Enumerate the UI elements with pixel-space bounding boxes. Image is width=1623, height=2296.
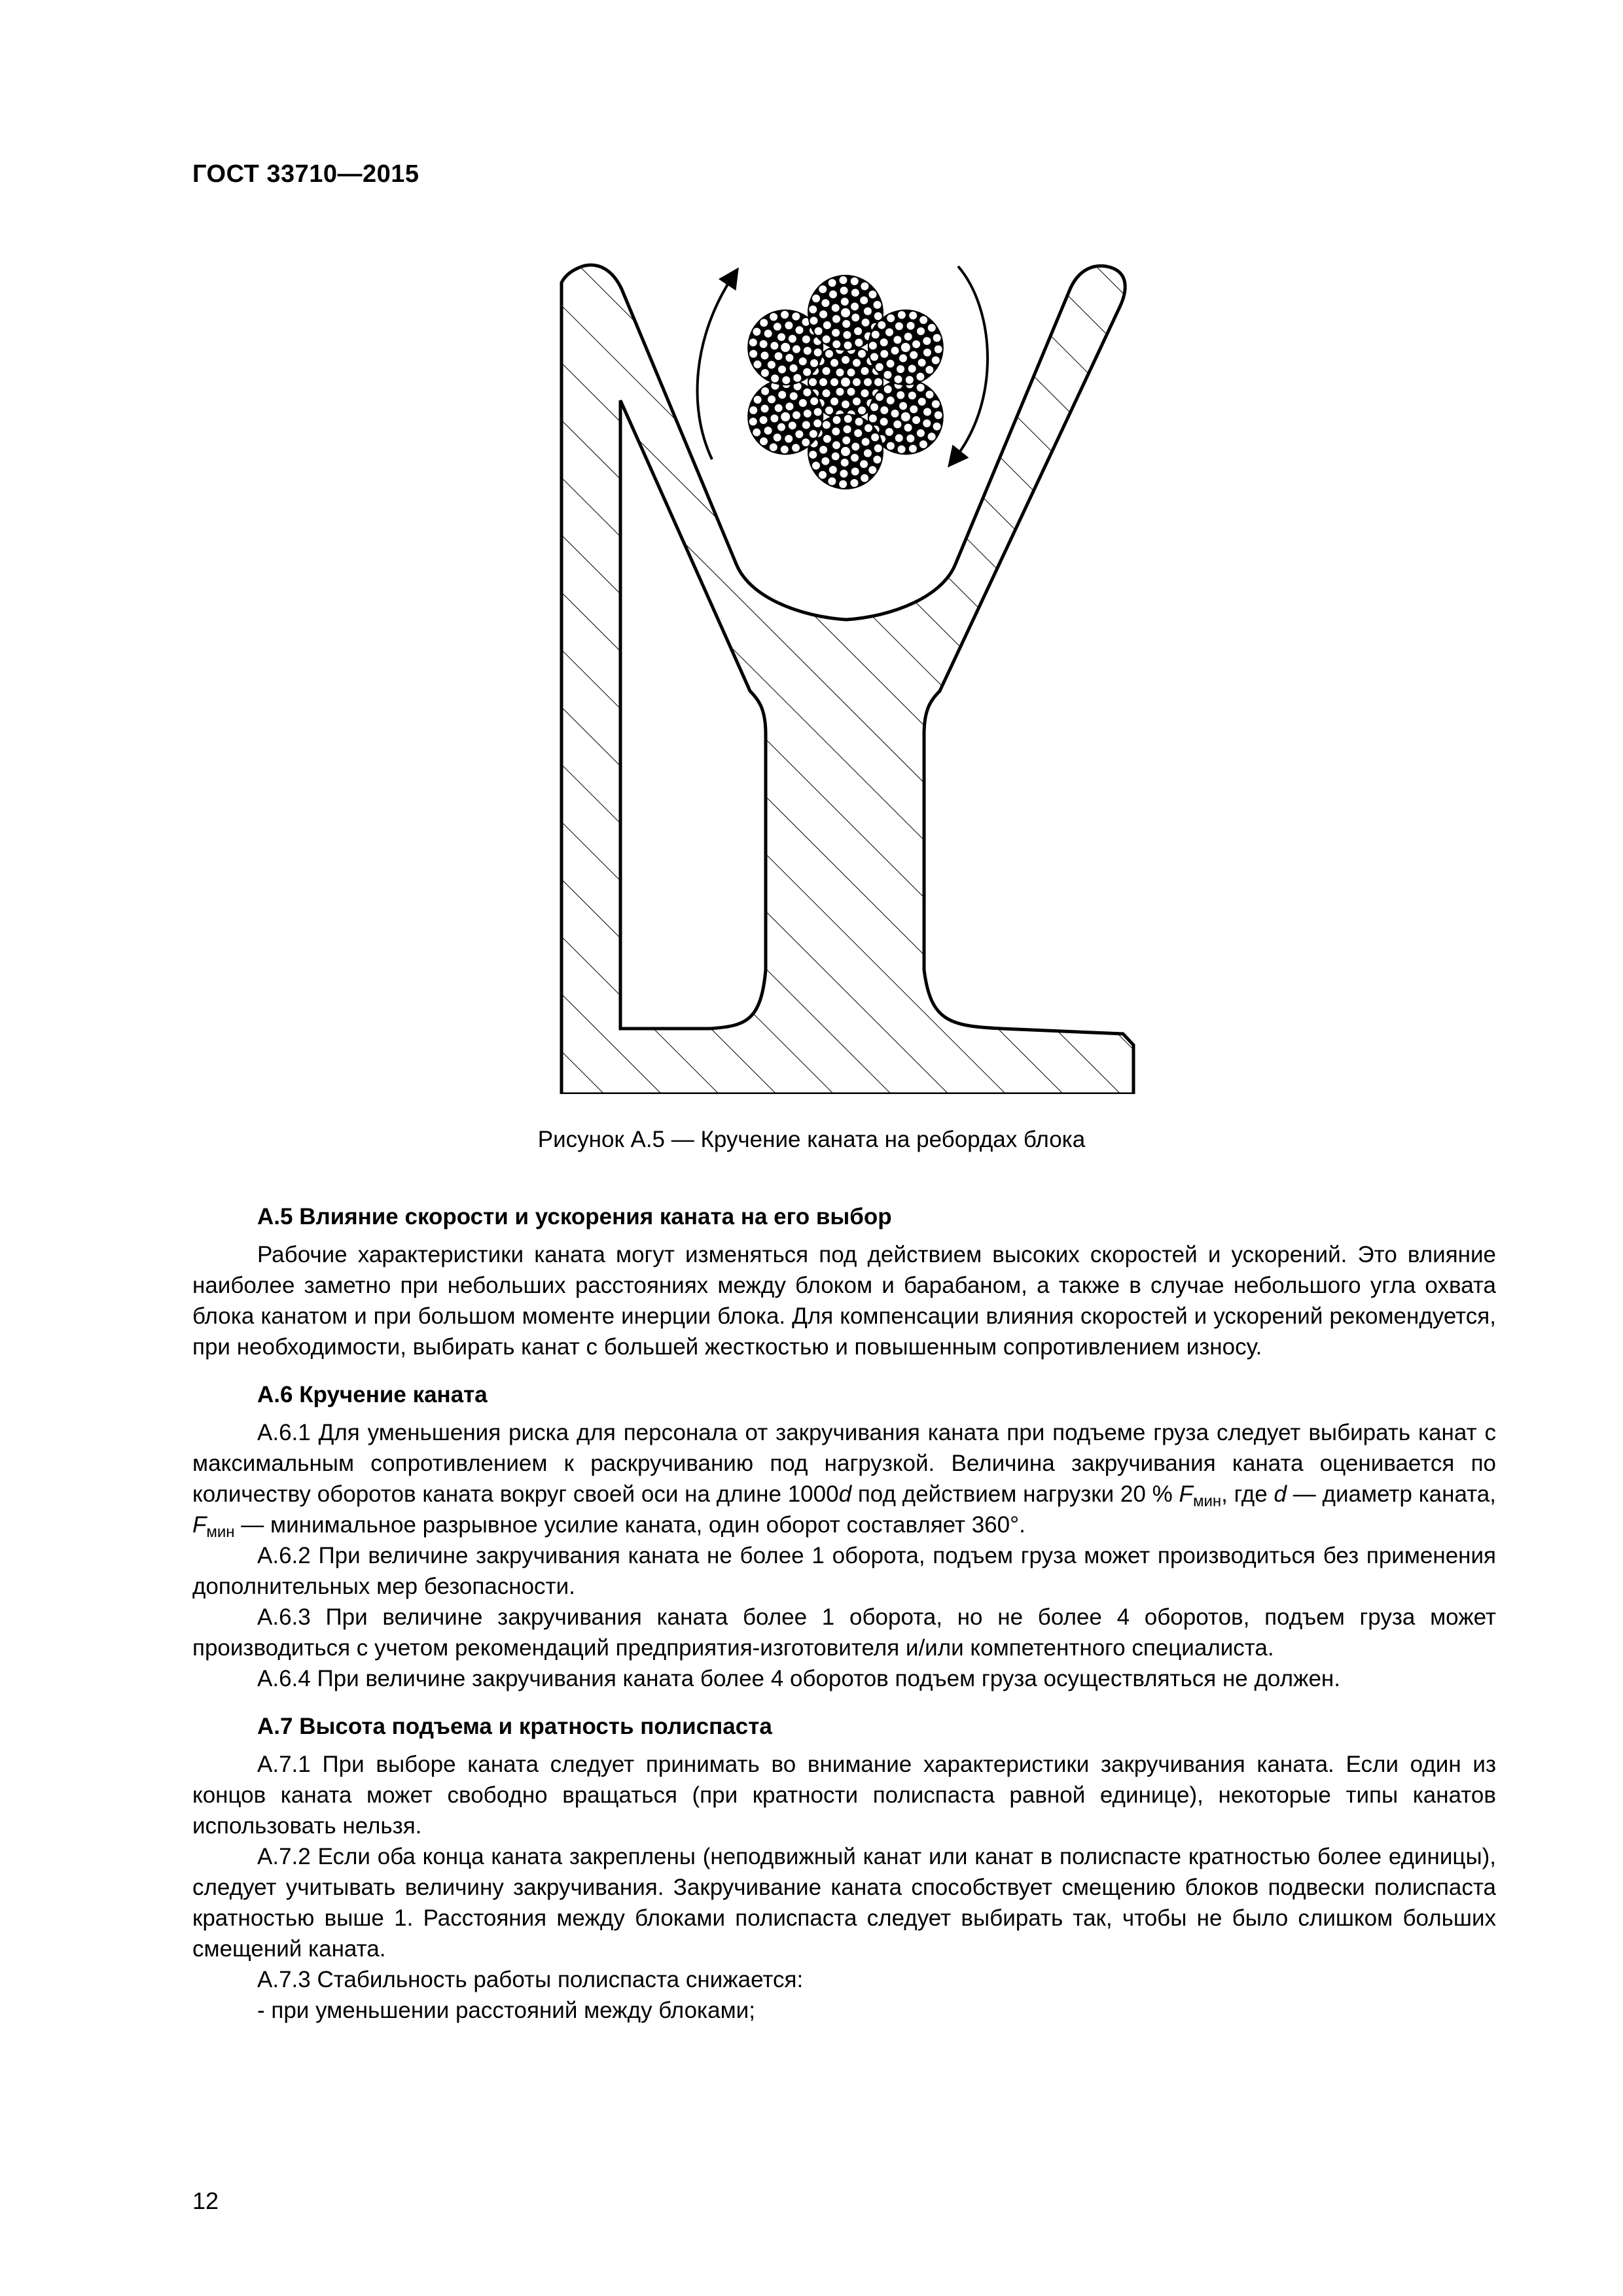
rope-wire bbox=[821, 457, 830, 466]
rope-wire bbox=[760, 404, 770, 414]
rope-wire bbox=[863, 449, 872, 458]
rope-wire bbox=[886, 359, 895, 368]
rope-wire bbox=[919, 315, 928, 325]
rope-wire bbox=[813, 408, 823, 417]
rope-wire bbox=[770, 374, 779, 383]
rope-wire bbox=[832, 340, 841, 349]
rope-wire bbox=[850, 453, 859, 463]
rope-wire bbox=[871, 330, 880, 339]
rope-wire bbox=[825, 406, 834, 415]
rope-wire bbox=[883, 370, 892, 380]
page-number: 12 bbox=[192, 2187, 219, 2214]
rope-wire bbox=[905, 376, 914, 385]
rope-wire bbox=[863, 307, 872, 316]
rope-wire bbox=[803, 346, 812, 355]
rope-wire bbox=[840, 286, 849, 295]
rope-wire bbox=[829, 465, 838, 474]
rope-wire bbox=[838, 480, 847, 489]
rope-wire bbox=[863, 378, 872, 387]
rope-wire bbox=[823, 434, 832, 444]
rope-wire bbox=[880, 349, 889, 359]
rope-wire bbox=[880, 406, 889, 415]
rope-wire bbox=[791, 443, 800, 452]
rope-wire bbox=[918, 397, 927, 406]
rope-wire bbox=[857, 406, 866, 415]
rope-wire bbox=[934, 411, 943, 420]
rope-wire bbox=[877, 321, 886, 330]
rope-wire bbox=[777, 423, 786, 432]
rope-wire bbox=[819, 445, 828, 454]
rope-wire bbox=[830, 359, 839, 368]
rope-wire bbox=[798, 398, 808, 408]
rope-wire bbox=[899, 401, 908, 410]
rope-wire bbox=[851, 313, 860, 322]
rope-wire bbox=[764, 329, 773, 338]
rope-wire bbox=[919, 440, 928, 449]
rope-wire bbox=[885, 328, 894, 337]
rope-wire bbox=[909, 351, 918, 360]
rope-wire bbox=[819, 309, 828, 319]
rope-wire bbox=[853, 429, 863, 438]
rope-wire bbox=[822, 366, 831, 376]
rope-wire bbox=[870, 353, 879, 362]
rope-wire bbox=[830, 397, 839, 406]
rope-wire bbox=[904, 332, 913, 341]
rope-wire bbox=[752, 428, 761, 437]
rope-wire bbox=[893, 335, 902, 344]
rope-wire bbox=[895, 321, 904, 330]
rope-wire bbox=[780, 310, 789, 319]
paragraph: А.6.2 При величине закручивания каната не более 1 оборота, подъем груза может производиться без применения дополнительных мер безопасности. bbox=[192, 1543, 1496, 1599]
paragraph: А.6.3 При величине закручивания каната более 1 оборота, но не более 4 оборотов, подъем груза может производиться с учетом рекомендаций предприятия-изготовителя и/или компетентного специалиста. bbox=[192, 1604, 1496, 1661]
rope-wire bbox=[802, 368, 812, 377]
rope-wire bbox=[880, 417, 889, 427]
rope-wire bbox=[752, 327, 761, 336]
paragraph: А.6.4 При величине закручивания каната более 4 оборотов подъем груза осуществляться не должен. bbox=[257, 1666, 1340, 1691]
rope-wire bbox=[851, 288, 860, 297]
section-a7 bbox=[192, 1714, 1496, 2026]
rope-wire bbox=[803, 409, 812, 418]
rope-wire bbox=[847, 387, 856, 397]
rope-wire bbox=[851, 467, 860, 476]
paragraph: - при уменьшении расстояний между блоками; bbox=[257, 1998, 755, 2023]
rope-wire bbox=[875, 393, 884, 402]
rope-wire bbox=[925, 365, 934, 374]
rope-wire bbox=[812, 461, 821, 470]
rope-wire bbox=[822, 334, 831, 344]
rope-wire bbox=[828, 278, 837, 287]
rope-wire bbox=[842, 319, 851, 328]
paragraph: А.6.1 Для уменьшения риска для персонала от закручивания каната при подъеме груза следует выбирать канат с максимальным сопротивлением к раскручиванию под нагрузкой. Величина закручивания каната оценивается по количеству оборотов каната вокруг своей оси на длине 1000d под действием нагрузки 20 % $F_{мин}$, где d — диаметр каната, $F_{мин}$ — минимальное разрывное усилие каната, один оборот составляет 360°. bbox=[192, 1420, 1496, 1541]
rope-wire bbox=[759, 340, 768, 349]
rope-wire bbox=[922, 419, 931, 428]
rope-wire bbox=[901, 342, 911, 353]
rope-wire bbox=[861, 437, 870, 446]
rope-wire bbox=[788, 334, 797, 344]
rope-wire bbox=[827, 477, 836, 486]
rope-wire bbox=[880, 338, 889, 347]
rope-wire bbox=[792, 345, 801, 354]
rope-wire bbox=[847, 368, 856, 377]
rope-wire bbox=[777, 390, 787, 399]
rope-wire bbox=[777, 332, 786, 342]
section-a6 bbox=[192, 1382, 1496, 1694]
rope-wire bbox=[753, 395, 762, 404]
rope-wire bbox=[767, 395, 776, 404]
rope-wire bbox=[851, 442, 860, 451]
rope-wire bbox=[781, 376, 791, 385]
rope-wire bbox=[840, 446, 851, 457]
rope-wire bbox=[809, 429, 818, 438]
rope-wire bbox=[843, 425, 852, 434]
rope-wire bbox=[784, 434, 793, 444]
rope-wire bbox=[780, 445, 789, 454]
rope-wire bbox=[841, 355, 850, 364]
rope-wire bbox=[785, 353, 794, 362]
rope-wire bbox=[785, 402, 794, 411]
rope-wire bbox=[836, 387, 845, 397]
rope-wire bbox=[819, 378, 828, 387]
rope-wire bbox=[759, 415, 768, 425]
rope-wire bbox=[808, 378, 817, 387]
rope-wire bbox=[874, 378, 883, 387]
rope-wire bbox=[931, 400, 940, 409]
rope-wire bbox=[841, 400, 850, 409]
rope-wire bbox=[883, 385, 893, 394]
rope-wire bbox=[860, 282, 869, 291]
rope-wire bbox=[875, 362, 884, 372]
rope-wire bbox=[749, 349, 758, 359]
sheave-rope-figure bbox=[550, 237, 1139, 1094]
rope-wire bbox=[908, 391, 917, 400]
rope-wire bbox=[927, 323, 936, 332]
rope-wire bbox=[899, 354, 908, 363]
rope-wire bbox=[760, 351, 770, 360]
rope-wire bbox=[868, 290, 877, 299]
rope-wire bbox=[927, 432, 936, 441]
rotation-arrow-left bbox=[698, 276, 733, 459]
rope-wire bbox=[836, 368, 845, 377]
rope-wire bbox=[788, 421, 797, 430]
rope-wire bbox=[850, 277, 859, 286]
rope-wire bbox=[753, 360, 762, 369]
rope-wire bbox=[784, 321, 793, 330]
rope-wire bbox=[759, 436, 768, 446]
rope-wire bbox=[780, 342, 791, 353]
rope-wire bbox=[832, 415, 842, 425]
paragraph: А.7.2 Если оба конца каната закреплены (неподвижный канат или канат в полиспасте кратностью более единицы), следует учитывать величину закручивания. Закручивание каната способствует смещению блоков подвески полиспаста кратностью выше 1. Расстояния между блоками полиспаста следует выбирать так, чтобы не было слишком больших смещений каната. bbox=[192, 1844, 1496, 1962]
section-title: А.5 Влияние скорости и ускорения каната на его выбор bbox=[257, 1204, 892, 1229]
rope-wire bbox=[850, 302, 859, 311]
rope-wire bbox=[831, 427, 840, 436]
rope-wire bbox=[886, 396, 895, 405]
rope-wire bbox=[818, 470, 827, 480]
rope-wire bbox=[802, 420, 811, 429]
document-header: ГОСТ 33710—2015 bbox=[192, 160, 419, 188]
rope-wire bbox=[852, 397, 861, 406]
rope-wire bbox=[891, 409, 900, 418]
rope-wire bbox=[860, 366, 869, 376]
rope-wire bbox=[773, 433, 782, 442]
rope-wire bbox=[916, 372, 925, 381]
rope-wire bbox=[802, 335, 811, 344]
rope-wire bbox=[814, 327, 823, 336]
rope-wire bbox=[852, 359, 861, 368]
rope-wire bbox=[813, 419, 822, 428]
rope-wire bbox=[791, 312, 800, 321]
rope-wire bbox=[896, 364, 905, 374]
rope-wire bbox=[873, 300, 882, 309]
rope-wire bbox=[934, 345, 943, 354]
rope-wire bbox=[904, 423, 913, 433]
rope-wire bbox=[923, 348, 932, 357]
rope-wire bbox=[901, 412, 911, 422]
rope-wire bbox=[770, 341, 779, 350]
rope-wire bbox=[792, 411, 801, 420]
rotation-arrow-right bbox=[954, 266, 988, 459]
rope-wire bbox=[895, 433, 904, 442]
rope-wire bbox=[874, 444, 883, 453]
rope-wire bbox=[770, 414, 779, 423]
paragraph: А.7.1 При выборе каната следует принимать во внимание характеристики закручивания каната. Если один из концов каната может свободно вращаться (при кратности полиспаста равной единице), некоторые типы канатов использовать нельзя. bbox=[192, 1752, 1496, 1839]
rope-wire bbox=[872, 455, 882, 464]
rope-wire bbox=[859, 459, 868, 468]
rope-wire bbox=[908, 311, 918, 320]
rope-wire bbox=[931, 356, 940, 365]
rope-wire bbox=[897, 310, 906, 319]
rope-wire bbox=[831, 451, 840, 461]
rope-wire bbox=[794, 430, 804, 439]
rope-wire bbox=[812, 294, 821, 303]
rope-wire bbox=[798, 357, 808, 366]
rope-wire bbox=[912, 340, 921, 349]
rope-wire bbox=[749, 406, 758, 415]
rope-wire bbox=[764, 426, 773, 435]
rope-wire bbox=[759, 318, 768, 327]
paragraph: А.7.3 Стабильность работы полиспаста снижается: bbox=[257, 1967, 804, 1992]
rope-wire bbox=[923, 407, 932, 416]
rope-wire bbox=[822, 420, 831, 429]
rope-wire bbox=[853, 327, 863, 336]
rope-wire bbox=[855, 417, 864, 426]
rope-wire bbox=[860, 389, 869, 398]
rope-wire bbox=[868, 414, 878, 423]
rope-wire bbox=[825, 349, 834, 359]
rope-wire bbox=[777, 365, 787, 374]
rope-wire bbox=[842, 436, 851, 445]
rope-wire bbox=[916, 429, 925, 438]
rope-wire bbox=[832, 315, 841, 324]
rope-wire bbox=[916, 383, 925, 393]
rope-wire bbox=[840, 308, 851, 318]
rope-wire bbox=[767, 361, 776, 370]
rope-wire bbox=[857, 349, 866, 359]
rope-wire bbox=[870, 433, 880, 442]
section-a5 bbox=[192, 1204, 1496, 1362]
rope-wire bbox=[859, 296, 868, 305]
rope-wire bbox=[808, 305, 817, 314]
rope-wire bbox=[801, 438, 810, 447]
rope-wire bbox=[810, 397, 819, 406]
rope-wire bbox=[760, 368, 770, 378]
rope-wire bbox=[918, 358, 927, 367]
rope-wire bbox=[769, 312, 778, 321]
rope-wire bbox=[922, 336, 931, 345]
rope-wire bbox=[774, 351, 783, 361]
rope-wire bbox=[808, 450, 817, 459]
rope-wire bbox=[830, 378, 839, 387]
rope-wire bbox=[832, 440, 841, 450]
rope-wire bbox=[906, 434, 915, 443]
rope-wire bbox=[933, 422, 942, 431]
rope-wire bbox=[842, 330, 851, 340]
rope-wire bbox=[840, 297, 849, 306]
rope-wire bbox=[933, 333, 942, 342]
rope-wire bbox=[831, 328, 840, 338]
rope-wire bbox=[906, 321, 916, 330]
rope-wire bbox=[839, 469, 848, 478]
rope-wire bbox=[749, 417, 758, 426]
rope-wire bbox=[908, 364, 917, 374]
rope-wire bbox=[844, 341, 853, 350]
rope-wire bbox=[925, 390, 934, 399]
rope-wire bbox=[829, 290, 838, 299]
rope-wire bbox=[789, 364, 798, 373]
rope-wire bbox=[885, 427, 894, 436]
paragraph: Рабочие характеристики каната могут изменяться под действием высоких скоростей и ускорений. Это влияние наиболее заметно при небольших расстояниях между блоком и барабаном, а также в случае небольшого угла охвата блока канатом и при большом моменте инерции блока. Для компенсации влияния скоростей и ускорений рекомендуется, при необходимости, выбирать канат с большей жесткостью и повышенным сопротивлением износу. bbox=[192, 1242, 1496, 1360]
rope-wire bbox=[794, 325, 804, 334]
rope-wire bbox=[854, 338, 863, 347]
rope-wire bbox=[823, 321, 832, 330]
rope-wire bbox=[821, 298, 830, 308]
rope-wire bbox=[864, 423, 873, 433]
rope-wire bbox=[818, 285, 827, 294]
rope-wire bbox=[844, 414, 853, 423]
rope-wire bbox=[774, 404, 783, 413]
rope-wire bbox=[749, 338, 758, 347]
rope-cross-section bbox=[734, 271, 957, 493]
section-title: А.6 Кручение каната bbox=[257, 1382, 488, 1407]
rope-wire bbox=[838, 275, 847, 285]
rope-wire bbox=[860, 474, 869, 483]
rope-wire bbox=[886, 313, 895, 323]
rope-wire bbox=[780, 412, 791, 422]
rope-wire bbox=[891, 346, 900, 355]
rope-wire bbox=[912, 415, 921, 425]
rope-wire bbox=[840, 377, 851, 387]
rope-wire bbox=[897, 445, 906, 454]
rope-wire bbox=[793, 374, 802, 383]
rope-wire bbox=[802, 388, 812, 397]
figure-caption: Рисунок А.5 — Кручение каната на ребордах блока bbox=[537, 1127, 1086, 1152]
rope-wire bbox=[769, 442, 778, 451]
rope-wire bbox=[852, 378, 861, 387]
rope-wire bbox=[831, 304, 840, 313]
rope-wire bbox=[868, 341, 878, 350]
section-title: А.7 Высота подъема и кратность полиспаста bbox=[257, 1714, 772, 1739]
rope-wire bbox=[849, 478, 859, 487]
document-body bbox=[192, 1204, 1496, 2045]
rope-wire bbox=[896, 391, 905, 400]
rope-wire bbox=[861, 318, 870, 327]
rope-wire bbox=[909, 404, 918, 414]
rope-wire bbox=[893, 420, 902, 429]
rope-wire bbox=[813, 348, 823, 357]
rope-wire bbox=[773, 322, 782, 331]
rope-wire bbox=[908, 444, 918, 453]
rope-wire bbox=[760, 387, 770, 396]
rope-wire bbox=[868, 465, 877, 474]
rope-wire bbox=[870, 402, 879, 412]
rope-wire bbox=[822, 389, 831, 398]
rope-wire bbox=[840, 458, 849, 467]
rope-wire bbox=[809, 316, 818, 325]
rope-wire bbox=[916, 327, 925, 336]
rope-wire bbox=[893, 375, 902, 384]
rope-wire bbox=[789, 391, 798, 400]
rope-wire bbox=[886, 441, 895, 450]
rope-wire bbox=[810, 359, 819, 368]
